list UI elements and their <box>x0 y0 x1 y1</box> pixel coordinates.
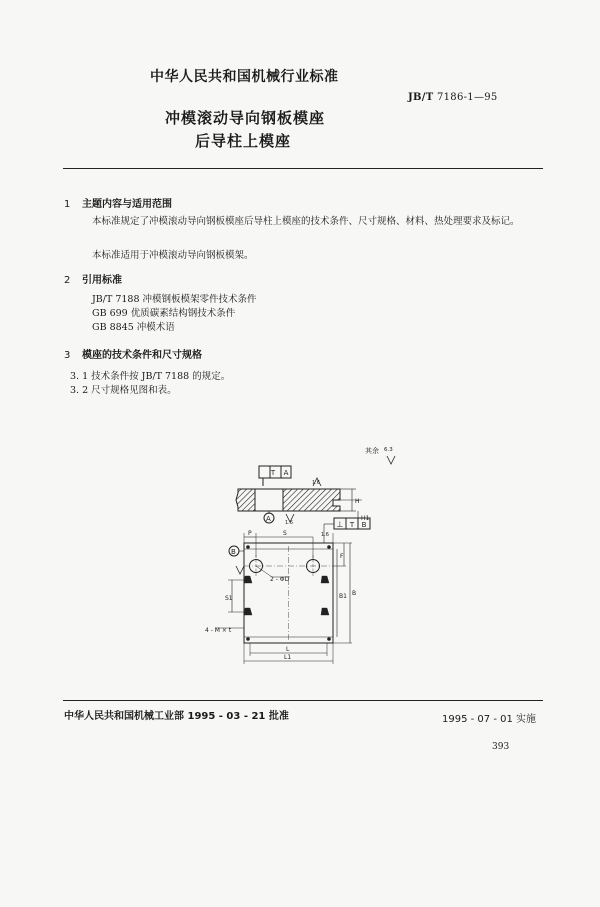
document-title-line1: 冲模滚动导向钢板模座 <box>165 109 326 127</box>
clause-item: 3. 2 尺寸规格见图和表。 <box>70 385 177 396</box>
reference-item: JB/T 7188 冲模钢板模架零件技术条件 <box>92 294 257 305</box>
screw-hole-mark <box>244 608 252 615</box>
section-1-paragraph-1: 本标准规定了冲模滚动导向钢板模座后导柱上模座的技术条件、尺寸规格、材料、热处理要求及标记。 <box>92 216 520 227</box>
dimension-s: S <box>283 530 287 537</box>
dimension-l: L <box>286 646 290 653</box>
datum-a-label: A <box>266 515 271 523</box>
section-2-title: 引用标准 <box>82 275 122 286</box>
roughness-rest-value: 6.3 <box>384 447 393 453</box>
dimension-l1: L1 <box>284 654 292 661</box>
dimension-h1: H1 <box>361 515 370 522</box>
roughness-value-2: 1.6 <box>285 520 293 526</box>
implementation-date: 1995 - 07 - 01 实施 <box>442 714 537 725</box>
section-3-number: 3 <box>64 350 71 361</box>
perpendicularity-ref-b: B <box>361 521 367 529</box>
plan-view <box>215 518 370 664</box>
reference-item: GB 8845 冲模术语 <box>92 322 175 333</box>
roughness-symbol-3 <box>236 566 244 574</box>
perpendicularity-t: T <box>349 521 355 529</box>
roughness-value-1: 1.6 <box>312 480 320 486</box>
dimension-f: F <box>340 553 344 560</box>
page-number: 393 <box>492 742 510 752</box>
dimension-h: H <box>355 498 360 505</box>
roughness-value-3: 1.6 <box>321 532 329 538</box>
dimension-b: B <box>352 590 357 597</box>
dimension-p: P <box>248 530 252 537</box>
thread-callout: 4 - M × t <box>205 627 232 634</box>
industry-standard-title: 中华人民共和国机械行业标准 <box>150 69 339 85</box>
drawing-labels <box>205 446 393 661</box>
clause-item: 3. 1 技术条件按 JB/T 7188 的规定。 <box>70 371 231 382</box>
section-body <box>236 489 340 511</box>
datum-b-label: B <box>231 548 236 556</box>
approval-info: 中华人民共和国机械工业部 1995 - 03 - 21 批准 <box>64 711 289 722</box>
screw-hole-mark <box>244 576 252 583</box>
section-view <box>236 456 395 524</box>
flatness-ref-a: A <box>283 469 289 477</box>
hole-callout: 2 - ΦD <box>270 576 290 583</box>
section-2-number: 2 <box>64 275 71 286</box>
perpendicularity-symbol: ⊥ <box>336 520 344 529</box>
flatness-symbol-t: T <box>270 469 276 477</box>
section-1-paragraph-2: 本标准适用于冲模滚动导向钢板模架。 <box>92 250 254 261</box>
standard-code-number: 7186-1—95 <box>433 92 498 103</box>
screw-hole-mark <box>321 576 329 583</box>
section-3-title: 模座的技术条件和尺寸规格 <box>82 350 202 361</box>
dimension-s1: S1 <box>225 595 233 602</box>
footer-rule <box>63 700 543 701</box>
reference-item: GB 699 优质碳素结构钢技术条件 <box>92 308 236 319</box>
dimension-b1: B1 <box>339 593 347 600</box>
document-title-line2: 后导柱上模座 <box>195 132 292 150</box>
standard-code-prefix: JB/T <box>408 92 434 103</box>
roughness-rest-label: 其余 <box>365 447 379 455</box>
bushing-hole-section <box>255 489 283 511</box>
screw-hole-mark <box>321 608 329 615</box>
roughness-rest-symbol <box>387 456 395 464</box>
section-1-number: 1 <box>64 199 71 210</box>
section-1-title: 主题内容与适用范围 <box>82 199 172 210</box>
